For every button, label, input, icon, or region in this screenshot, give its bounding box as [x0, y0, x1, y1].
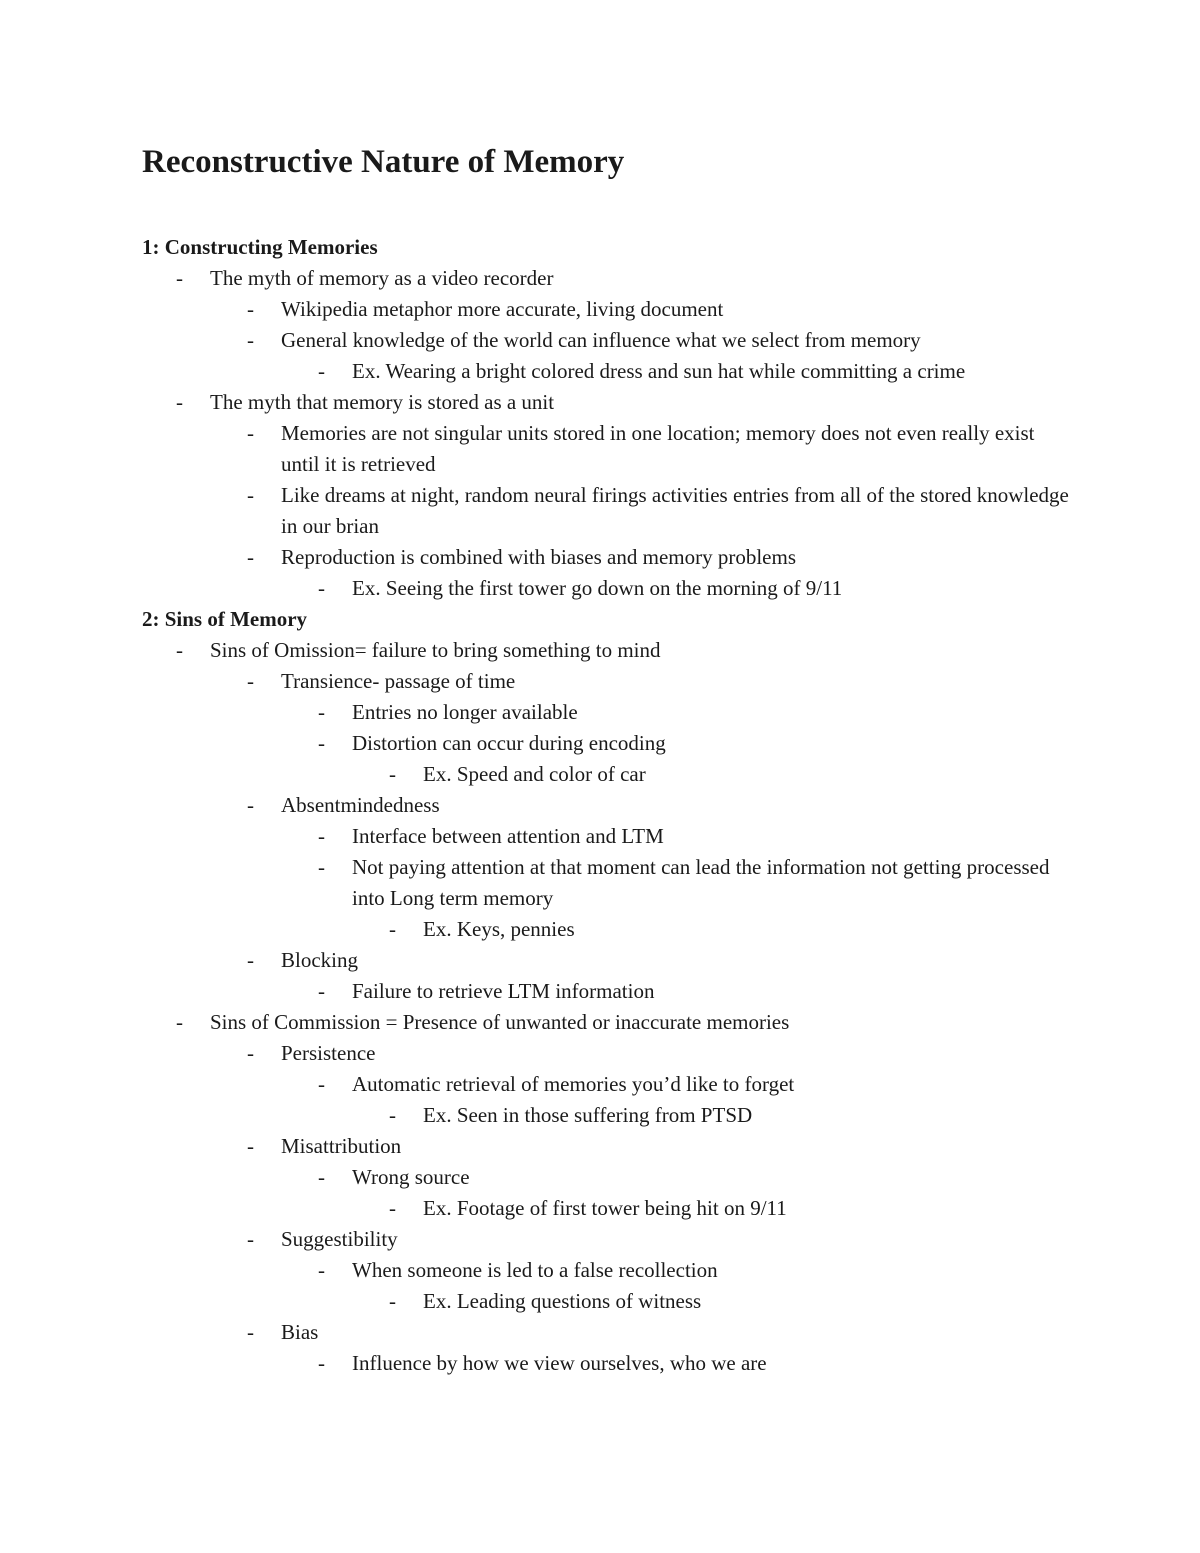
bullet-dash: - [247, 793, 254, 817]
list-item-text: Ex. Seen in those suffering from PTSD [423, 1103, 753, 1127]
list-item [247, 790, 1072, 821]
list-item [247, 945, 1072, 976]
list-item [318, 1069, 1072, 1100]
list-item-text: Bias [281, 1320, 319, 1344]
bullet-dash: - [389, 1289, 396, 1313]
list-item [318, 697, 1072, 728]
list-item [318, 821, 1072, 852]
list-item-text: Sins of Commission = Presence of unwanted or inaccurate memories [210, 1010, 790, 1034]
bullet-dash: - [247, 948, 254, 972]
list-item-text: The myth of memory as a video recorder [210, 266, 554, 290]
list-item-text: Entries no longer available [352, 700, 578, 724]
list-item-text: Suggestibility [281, 1227, 398, 1251]
list-item-text: General knowledge of the world can influence what we select from memory [281, 328, 921, 352]
list-item-text: Wrong source [352, 1165, 470, 1189]
list-item [318, 1255, 1072, 1286]
list-item [247, 1131, 1072, 1162]
list-item [247, 1317, 1072, 1348]
bullet-dash: - [176, 390, 183, 414]
list-item-text: Ex. Leading questions of witness [423, 1289, 702, 1313]
bullet-dash: - [389, 1196, 396, 1220]
list-item [247, 418, 1072, 480]
list-item-text: Wikipedia metaphor more accurate, living document [281, 297, 724, 321]
bullet-dash: - [318, 731, 325, 755]
list-item [247, 480, 1072, 542]
bullet-dash: - [389, 762, 396, 786]
bullet-dash: - [389, 917, 396, 941]
list-item [389, 759, 1072, 790]
bullet-dash: - [318, 1351, 325, 1375]
list-item [318, 1348, 1072, 1379]
list-item-text: Distortion can occur during encoding [352, 731, 666, 755]
list-item-text: Persistence [281, 1041, 376, 1065]
list-item [389, 1100, 1072, 1131]
list-item [389, 1193, 1072, 1224]
list-item-text: Ex. Wearing a bright colored dress and sun hat while committing a crime [352, 359, 966, 383]
bullet-dash: - [318, 1258, 325, 1282]
bullet-dash: - [176, 1010, 183, 1034]
list-item [318, 356, 1072, 387]
bullet-dash: - [176, 638, 183, 662]
bullet-dash: - [247, 1227, 254, 1251]
list-item [389, 1286, 1072, 1317]
bullet-dash: - [247, 1041, 254, 1065]
bullet-dash: - [318, 1072, 325, 1096]
list-item-text: Like dreams at night, random neural firings activities entries from all of the stored knowledge in our brian [281, 483, 1069, 538]
bullet-dash: - [318, 576, 325, 600]
section-heading: 2: Sins of Memory [142, 607, 308, 631]
list-item [318, 573, 1072, 604]
list-item [318, 728, 1072, 759]
list-item [176, 263, 1072, 294]
bullet-dash: - [318, 824, 325, 848]
list-item [318, 1162, 1072, 1193]
list-item [318, 852, 1072, 914]
bullet-dash: - [247, 669, 254, 693]
list-item-text: Failure to retrieve LTM information [352, 979, 655, 1003]
list-item-text: Memories are not singular units stored in one location; memory does not even really exist until it is retrieved [281, 421, 1035, 476]
list-item [247, 666, 1072, 697]
list-item-text: Interface between attention and LTM [352, 824, 664, 848]
bullet-dash: - [247, 297, 254, 321]
bullet-dash: - [389, 1103, 396, 1127]
list-item [247, 294, 1072, 325]
list-item-text: Ex. Footage of first tower being hit on 9/11 [423, 1196, 787, 1220]
bullet-dash: - [247, 483, 254, 507]
list-item [247, 542, 1072, 573]
list-item-text: Sins of Omission= failure to bring something to mind [210, 638, 661, 662]
list-item-text: Ex. Keys, pennies [423, 917, 575, 941]
list-item-text: Reproduction is combined with biases and memory problems [281, 545, 796, 569]
list-item [247, 1224, 1072, 1255]
list-item [318, 976, 1072, 1007]
bullet-dash: - [247, 328, 254, 352]
bullet-dash: - [247, 421, 254, 445]
list-item-text: Ex. Seeing the first tower go down on the morning of 9/11 [352, 576, 843, 600]
list-item [176, 1007, 1072, 1038]
list-item-text: Misattribution [281, 1134, 402, 1158]
bullet-dash: - [247, 1134, 254, 1158]
bullet-dash: - [318, 1165, 325, 1189]
bullet-dash: - [318, 855, 325, 879]
list-item-text: The myth that memory is stored as a unit [210, 390, 555, 414]
list-item [247, 1038, 1072, 1069]
bullet-dash: - [318, 359, 325, 383]
list-item-text: Transience- passage of time [281, 669, 516, 693]
list-item [389, 914, 1072, 945]
list-item-text: Blocking [281, 948, 358, 972]
list-item-text: Ex. Speed and color of car [423, 762, 646, 786]
list-item-text: Not paying attention at that moment can lead the information not getting processed into Long term memory [352, 855, 1050, 910]
list-item [176, 387, 1072, 418]
list-item [176, 635, 1072, 666]
list-item-text: Automatic retrieval of memories you’d like to forget [352, 1072, 795, 1096]
bullet-dash: - [318, 979, 325, 1003]
bullet-dash: - [176, 266, 183, 290]
bullet-dash: - [318, 700, 325, 724]
list-item-text: Influence by how we view ourselves, who we are [352, 1351, 767, 1375]
document-outline [142, 232, 1072, 1379]
section-heading: 1: Constructing Memories [142, 235, 378, 259]
list-item [247, 325, 1072, 356]
list-item-text: Absentmindedness [281, 793, 440, 817]
bullet-dash: - [247, 545, 254, 569]
document-title: Reconstructive Nature of Memory [142, 144, 625, 180]
bullet-dash: - [247, 1320, 254, 1344]
list-item-text: When someone is led to a false recollection [352, 1258, 718, 1282]
